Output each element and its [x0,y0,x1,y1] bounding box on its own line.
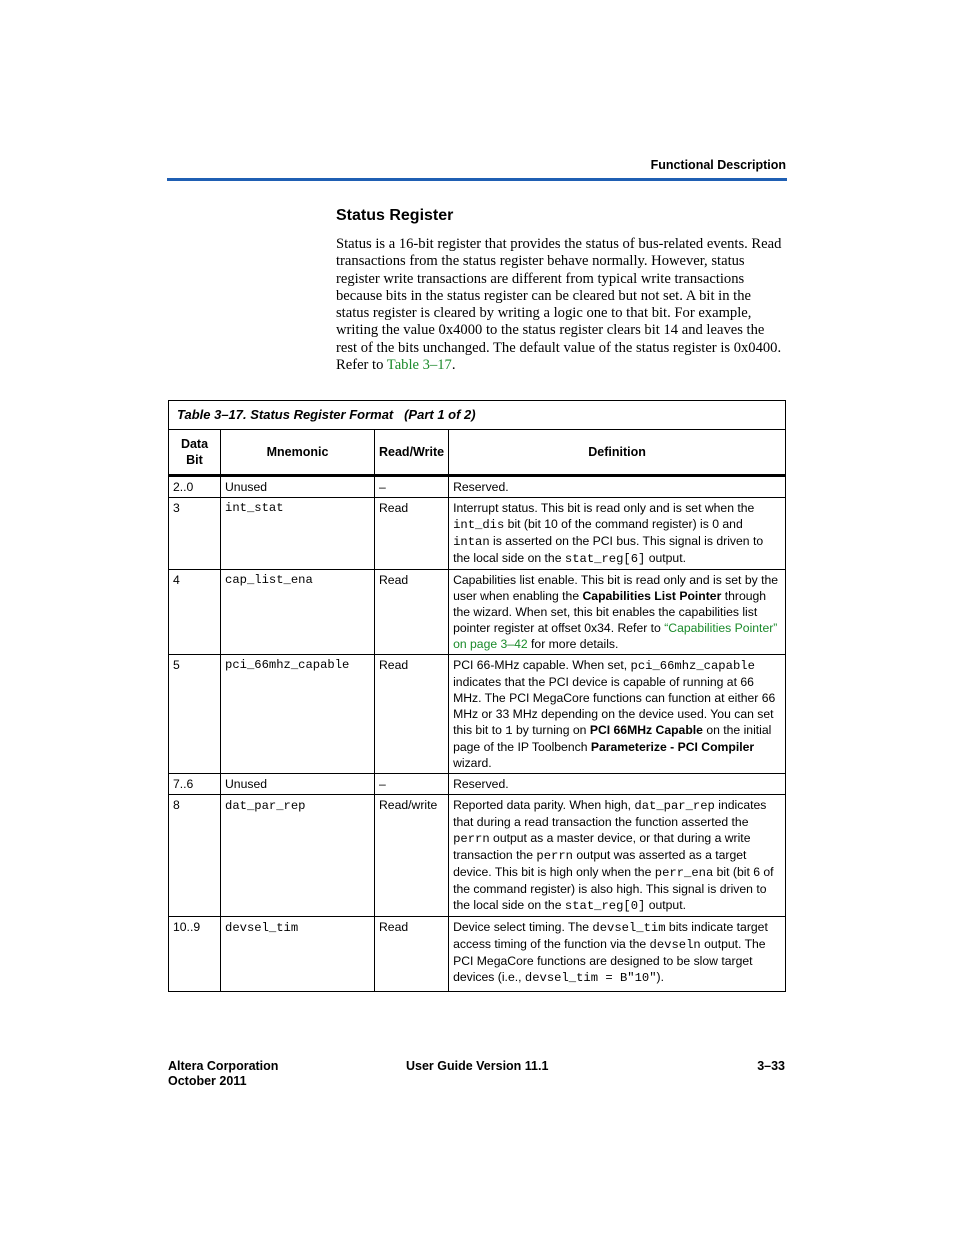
footer-page-number: 3–33 [757,1059,785,1073]
cell-bit: 4 [169,570,221,655]
def-text: Reserved. [453,777,509,791]
def-code: perrn [453,832,490,846]
def-bold: Capabilities List Pointer [582,589,722,603]
def-text: wizard. [453,756,492,770]
def-text: output. [645,551,686,565]
def-bold: Parameterize - PCI Compiler [590,740,755,754]
footer-guide-version: User Guide Version 11.1 [406,1059,549,1073]
def-code: stat_reg[0] [564,899,646,913]
body-paragraph [336,236,786,374]
def-code: pci_66mhz_capable [630,659,755,673]
header-read-write: Read/Write [375,430,449,476]
def-text: Device select timing. The [453,920,593,934]
cell-rw: Read [375,498,449,570]
table-link[interactable]: Table 3–17 [386,357,452,374]
def-text: by turning on [512,723,590,737]
table-caption: Table 3–17. Status Register Format (Part 1 of 2) [169,401,786,430]
table-row [169,655,786,774]
def-code: devseln [649,938,701,952]
def-text: Reported data parity. When high, [453,798,635,812]
cell-bit: 3 [169,498,221,570]
table-header-row [169,430,786,476]
def-text: output. [645,898,686,912]
cell-definition [449,795,786,917]
def-code: intan [453,535,490,549]
def-code: perr_ena [654,866,714,880]
header-rule [167,178,787,181]
cell-mnemonic: dat_par_rep [221,795,375,917]
footer-left [168,1059,278,1089]
paragraph-end: . [451,357,456,374]
cell-definition [449,570,786,655]
table-row [169,795,786,917]
cell-definition [449,655,786,774]
def-code: devsel_tim [592,921,666,935]
cell-bit: 5 [169,655,221,774]
cell-definition [449,498,786,570]
table-row [169,476,786,498]
header-data-bit: Data Bit [169,430,221,476]
footer-date: October 2011 [168,1074,247,1088]
def-code: dat_par_rep [634,799,715,813]
def-text: output. The PCI MegaCore functions are designed to be slow target devices (i.e., [453,937,766,984]
header-mnemonic: Mnemonic [221,430,375,476]
cell-mnemonic: devsel_tim [221,917,375,992]
table-row [169,498,786,570]
cell-rw: Read [375,917,449,992]
cell-rw: Read [375,570,449,655]
def-code: int_dis [453,518,505,532]
cell-rw: – [375,476,449,498]
cell-mnemonic: Unused [221,774,375,795]
cell-bit: 10..9 [169,917,221,992]
def-bold: PCI 66MHz Capable [589,723,703,737]
def-text: bit (bit 6 of the command register) is also high. This signal is driven to the local side on the [453,865,774,912]
table-row [169,917,786,992]
cell-mnemonic: pci_66mhz_capable [221,655,375,774]
def-text: is asserted on the PCI bus. This signal is driven to the local side on the [453,534,764,565]
section-title: Status Register [336,207,454,224]
def-code: 1 [505,724,513,738]
cell-definition [449,476,786,498]
capabilities-pointer-link[interactable]: “Capabilities Pointer” on page 3–42 [453,621,778,651]
def-code: devsel_tim = B"10" [524,971,657,985]
cell-rw: Read [375,655,449,774]
paragraph-text: Status is a 16-bit register that provides the status of bus-related events. Read transactions from the status register behave normally. However, status register write transactions are different from typical write transactions because bits in the status register can be cleared but not set. A bit in the status register is cleared by writing a logic one to that bit. For example, writing the value 0x4000 to the status register clears bit 14 and leaves the rest of the bits unchanged. The default value of the status register is 0x0400. Refer to [336,236,782,374]
cell-bit: 7..6 [169,774,221,795]
cell-definition [449,774,786,795]
cell-bit: 2..0 [169,476,221,498]
cell-rw: Read/write [375,795,449,917]
def-text: ). [656,970,664,984]
def-text: PCI 66-MHz capable. When set, [453,658,631,672]
def-text: Reserved. [453,480,509,494]
def-text: Interrupt status. This bit is read only and is set when the [453,501,755,515]
def-text: through the wizard. When set, this bit enables the capabilities list pointer register at offset 0x34. Refer to [453,589,767,635]
def-text: indicates that the PCI device is capable of running at 66 MHz. The PCI MegaCore functions can function at either 66 MHz or 33 MHz depending on the device used. You can set this bit to [453,675,776,737]
def-text: for more details. [527,637,619,651]
status-register-table [168,400,786,992]
table-row [169,570,786,655]
cell-mnemonic: int_stat [221,498,375,570]
table-row [169,774,786,795]
def-text: output was asserted as a target device. This bit is high only when the [453,848,747,879]
def-text: output as a master device, or that during a write transaction the [453,831,751,862]
def-text: on the initial page of the IP Toolbench [453,723,772,754]
cell-mnemonic: cap_list_ena [221,570,375,655]
cell-mnemonic: Unused [221,476,375,498]
cell-definition [449,917,786,992]
def-code: stat_reg[6] [564,552,646,566]
def-text: Capabilities list enable. This bit is read only and is set by the user when enabling the [453,573,779,603]
table-caption-row [169,401,786,430]
def-code: perrn [536,849,573,863]
running-header: Functional Description [650,158,786,172]
cell-bit: 8 [169,795,221,917]
def-text: bit (bit 10 of the command register) is 0 and [504,517,743,531]
def-text: indicates that during a read transaction the function asserted the [453,798,767,829]
cell-rw: – [375,774,449,795]
header-definition: Definition [449,430,786,476]
def-text: bits indicate target access timing of the function via the [453,920,768,951]
footer-company: Altera Corporation [168,1059,279,1073]
